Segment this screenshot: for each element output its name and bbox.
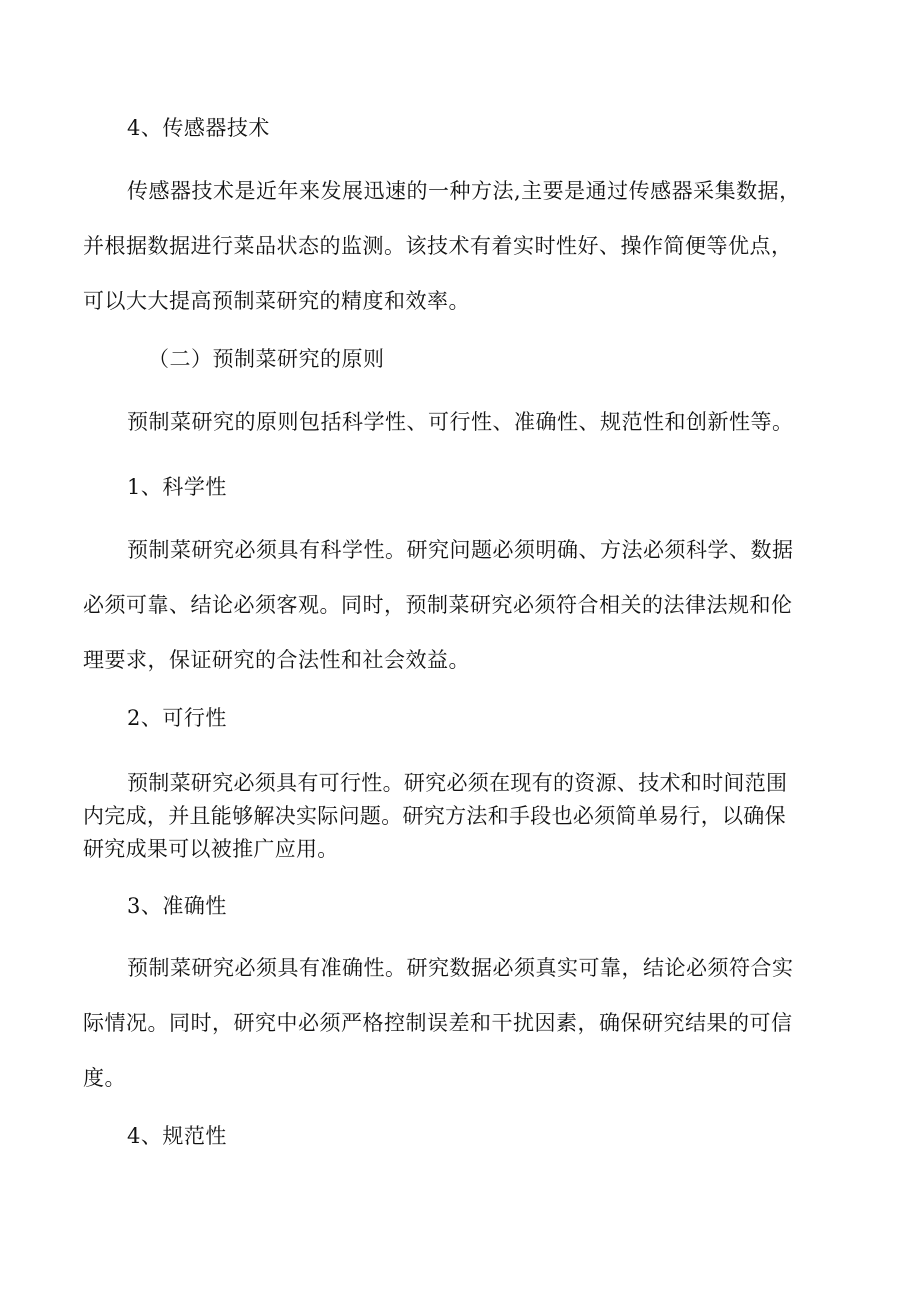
paragraph-line: 必须可靠、结论必须客观。同时，预制菜研究必须符合相关的法律法规和伦 <box>83 593 793 617</box>
paragraph-line: 研究成果可以被推广应用。 <box>83 837 339 861</box>
paragraph-line: 际情况。同时，研究中必须严格控制误差和干扰因素，确保研究结果的可信 <box>83 1011 793 1035</box>
paragraph-line: 预制菜研究必须具有科学性。研究问题必须明确、方法必须科学、数据 <box>127 538 794 562</box>
paragraph-line: 预制菜研究的原则包括科学性、可行性、准确性、规范性和创新性等。 <box>127 410 794 434</box>
paragraph-line: 预制菜研究必须具有可行性。研究必须在现有的资源、技术和时间范围 <box>127 771 788 795</box>
section-heading-sensor-technology: 4、传感器技术 <box>127 116 270 140</box>
section-heading-scientific: 1、科学性 <box>127 475 227 499</box>
paragraph-line: 可以大大提高预制菜研究的精度和效率。 <box>83 289 470 313</box>
section-heading-standardization: 4、规范性 <box>127 1124 227 1148</box>
paragraph-line: 度。 <box>83 1066 126 1090</box>
paragraph-line: 理要求，保证研究的合法性和社会效益。 <box>83 648 470 672</box>
paragraph-line: 内完成，并且能够解决实际问题。研究方法和手段也必须简单易行，以确保 <box>83 804 786 828</box>
paragraph-line: 并根据数据进行菜品状态的监测。该技术有着实时性好、操作简便等优点， <box>83 234 793 258</box>
paragraph-line: 传感器技术是近年来发展迅速的一种方法,主要是通过传感器采集数据， <box>127 179 801 203</box>
paragraph-line: 预制菜研究必须具有准确性。研究数据必须真实可靠，结论必须符合实 <box>127 956 794 980</box>
section-heading-feasibility: 2、可行性 <box>127 706 227 730</box>
section-heading-accuracy: 3、准确性 <box>127 894 227 918</box>
section-heading-principles: （二）预制菜研究的原则 <box>148 347 385 371</box>
